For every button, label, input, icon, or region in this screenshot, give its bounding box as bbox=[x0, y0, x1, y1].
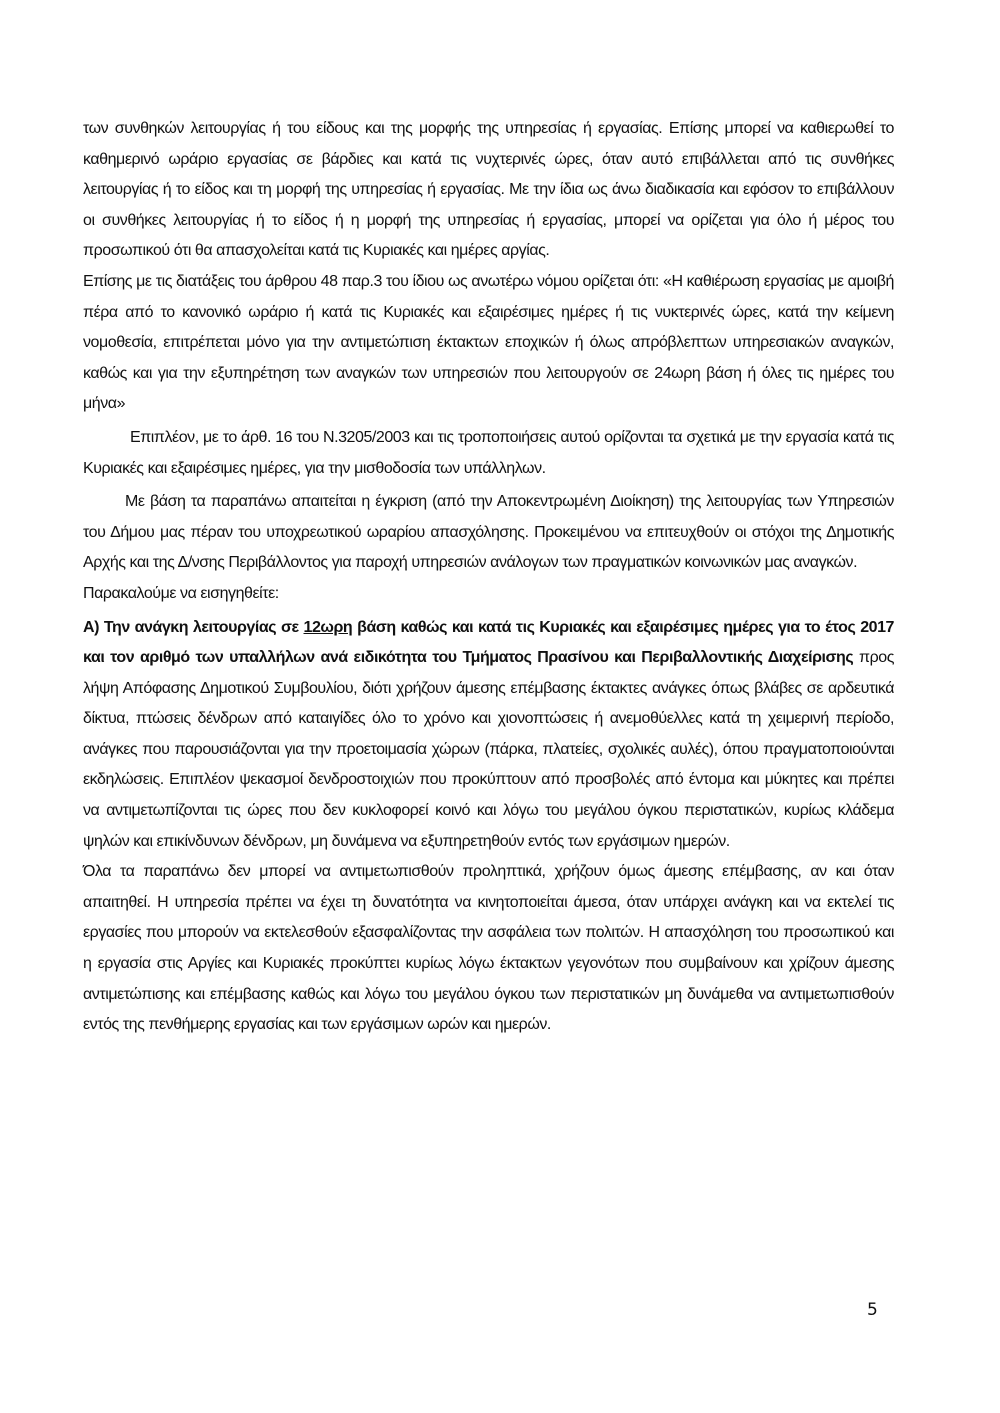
paragraph-item-a bbox=[83, 613, 894, 858]
paragraph-working-conditions: των συνθηκών λειτουργίας ή του είδους και της μορφής της υπηρεσίας ή εργασίας. Επίσης μπορεί να καθιερωθεί το καθημερινό ωράριο εργασίας σε βάρδιες και κατά τις νυχτερινές ώρες, όταν αυτό επιβάλλεται από τις συνθήκες λειτουργίας ή το είδος και τη μορφή της υπηρεσίας ή εργασίας. Με την ίδια ως άνω διαδικασία και εφόσον το επιβάλλουν οι συνθήκες λειτουργίας ή το είδος ή η μορφή της υπηρεσίας ή εργασίας, μπορεί να ορίζεται για όλο ή μέρος του προσωπικού ότι θα απασχολείται κατά τις Κυριακές και ημέρες αργίας. bbox=[83, 120, 894, 260]
item-a-heading-end: βάση καθώς και κατά τις Κυριακές και εξαιρέσιμες ημέρες για το έτος 2017 και τον αριθμό των υπαλλήλων ανά ειδικότητα του Τμήματος Πρασίνου και Περιβαλλοντικής Διαχείρισης bbox=[83, 618, 894, 667]
paragraph-conclusion: Όλα τα παραπάνω δεν μπορεί να αντιμετωπισθούν προληπτικά, χρήζουν όμως άμεσης επέμβασης, αν και όταν απαιτηθεί. Η υπηρεσία πρέπει να έχει τη δυνατότητα να κινητοποιείται άμεσα, όταν υπάρχει ανάγκη και να εκτελεί τις εργασίες που μπορούν να εκτελεσθούν εξασφαλίζοντας την ασφάλεια των πολιτών. Η απασχόληση του προσωπικού και η εργασία στις Αργίες και Κυριακές προκύπτει κυρίως λόγω έκτακτων γεγονότων που συμβαίνουν και χρίζουν άμεσης αντιμετώπισης και επέμβασης καθώς και λόγω του μεγάλου όγκου των περιστατικών μη δυνάμεθα να αντιμετωπισθούν εντός της πενθήμερης εργασίας και των εργάσιμων ωρών και ημερών. bbox=[83, 863, 894, 1034]
paragraph-approval-required: Με βάση τα παραπάνω απαιτείται η έγκριση (από την Αποκεντρωμένη Διοίκηση) της λειτουργίας των Υπηρεσιών του Δήμου μας πέραν του υποχρεωτικού ωραρίου απασχόλησης. Προκειμένου να επιτευχθούν οι στόχοι της Δημοτικής Αρχής και της Δ/νσης Περιβάλλοντος για παροχή υπηρεσιών ανάλογων των πραγματικών κοινωνικών μας αναγκών. bbox=[83, 493, 894, 572]
paragraph-law-3205: Επιπλέον, με το άρθ. 16 του Ν.3205/2003 και τις τροποποιήσεις αυτού ορίζονται τα σχετικά με την εργασία κατά τις Κυριακές και εξαιρέσιμες ημέρες, για την μισθοδοσία των υπάλληλων. bbox=[83, 428, 894, 477]
paragraph-request: Παρακαλούμε να εισηγηθείτε: bbox=[83, 584, 279, 602]
item-a-body: προς λήψη Απόφασης Δημοτικού Συμβουλίου, διότι χρήζουν άμεσης επέμβασης έκτακτες ανάγκες όπως βλάβες σε αρδευτικά δίκτυα, πτώσεις δένδρων από καταιγίδες όλο το χρόνο και χιονοπτώσεις ή ανεμοθύελλες κατά τη χειμερινή περίοδο, ανάγκες που παρουσιάζονται για την προετοιμασία χώρων (πάρκα, πλατείες, σχολικές αυλές), όπου πραγματοποιούνται εκδηλώσεις. Επιπλέον ψεκασμοί δενδροστοιχιών που προκύπτουν από προσβολές από έντομα και μύκητες και πρέπει να αντιμετωπίζονται τις ώρες που δεν κυκλοφορεί κοινό και λόγω του μεγάλου όγκου περιστατικών, κυρίως κλάδεμα ψηλών και επικίνδυνων δένδρων, μη δυνάμενα να εξυπηρετηθούν εντός των εργάσιμων ημερών. bbox=[83, 649, 894, 850]
item-a-heading-start: Α) Την ανάγκη λειτουργίας σε bbox=[83, 618, 304, 636]
page-number: 5 bbox=[867, 1300, 878, 1320]
document-body bbox=[83, 114, 894, 1041]
paragraph-article-48: Επίσης με τις διατάξεις του άρθρου 48 παρ.3 του ίδιου ως ανωτέρω νόμου ορίζεται ότι: «Η καθιέρωση εργασίας με αμοιβή πέρα από το κανονικό ωράριο ή κατά τις Κυριακές και εξαιρέσιμες ημέρες ή τις νυκτερινές ώρες, κατά την κείμενη νομοθεσία, επιτρέπεται μόνο για την αντιμετώπιση έκτακτων εποχικών ή όλως απρόβλεπτων υπηρεσιακών αναγκών, καθώς και για την εξυπηρέτηση των αναγκών των υπηρεσιών που λειτουργούν σε 24ωρη βάση ή όλες τις ημέρες του μήνα» bbox=[83, 272, 894, 413]
item-a-12-hour-emphasis: 12ωρη bbox=[303, 618, 353, 636]
